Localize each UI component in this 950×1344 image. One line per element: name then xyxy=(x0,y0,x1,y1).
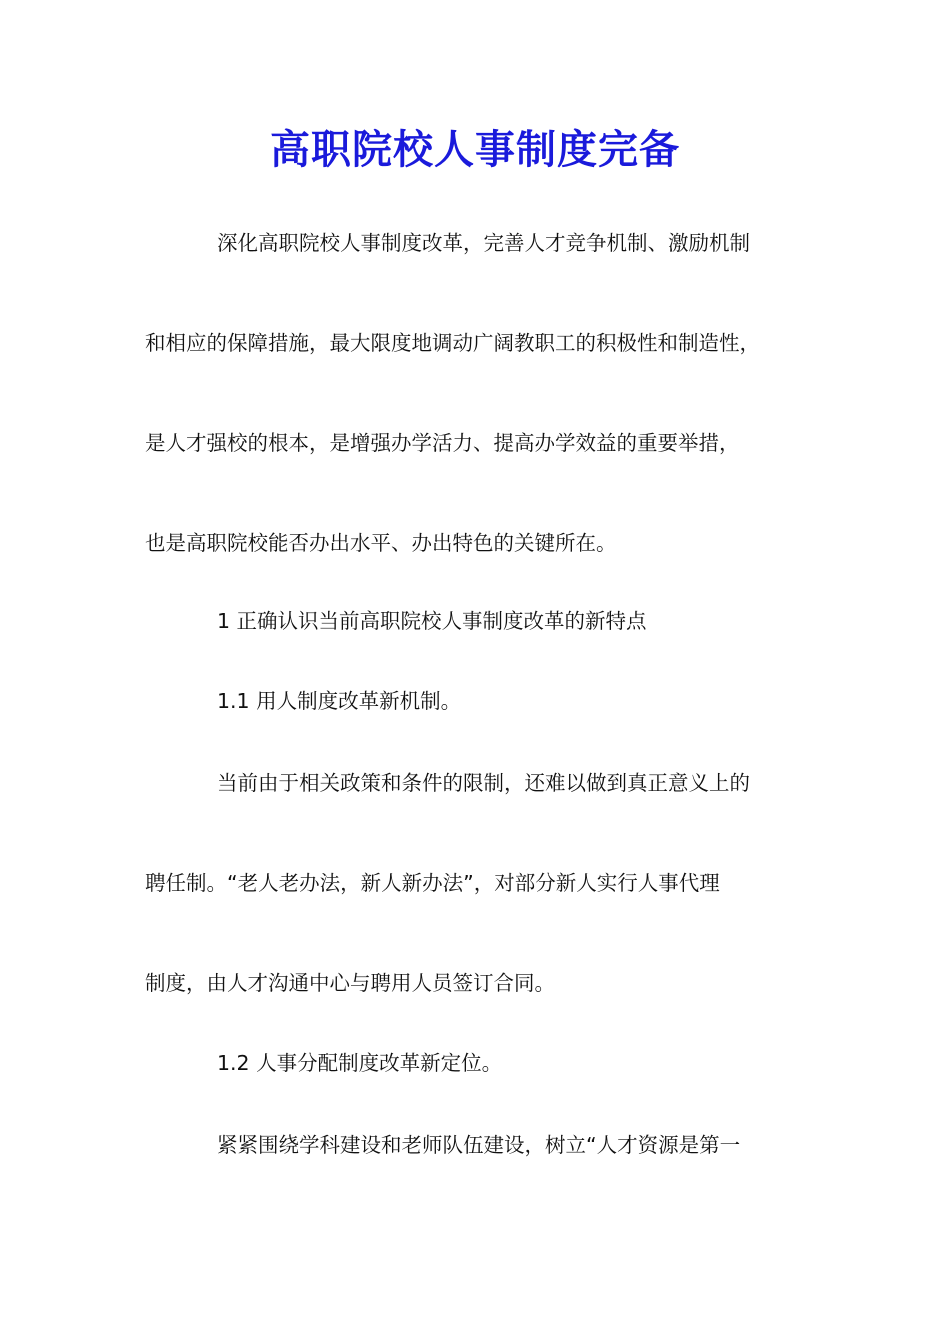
subsection-heading: 1.1 用人制度改革新机制。 xyxy=(217,689,462,713)
paragraph-line: 和相应的保障措施，最大限度地调动广阔教职工的积极性和制造性， xyxy=(145,331,760,355)
paragraph-line: 聘任制。“老人老办法，新人新办法”，对部分新人实行人事代理 xyxy=(145,871,720,895)
paragraph-line: 也是高职院校能否办出水平、办出特色的关键所在。 xyxy=(145,531,617,555)
subsection-heading: 1.2 人事分配制度改革新定位。 xyxy=(217,1051,503,1075)
paragraph-line: 当前由于相关政策和条件的限制，还难以做到真正意义上的 xyxy=(217,771,750,795)
document-title: 高职院校人事制度完备 xyxy=(270,126,680,173)
section-heading: 1 正确认识当前高职院校人事制度改革的新特点 xyxy=(217,609,647,633)
paragraph-line: 制度，由人才沟通中心与聘用人员签订合同。 xyxy=(145,971,555,995)
paragraph-line: 是人才强校的根本，是增强办学活力、提高办学效益的重要举措， xyxy=(145,431,740,455)
paragraph-line: 紧紧围绕学科建设和老师队伍建设，树立“人才资源是第一 xyxy=(217,1133,741,1157)
paragraph-line: 深化高职院校人事制度改革，完善人才竞争机制、激励机制 xyxy=(217,231,750,255)
